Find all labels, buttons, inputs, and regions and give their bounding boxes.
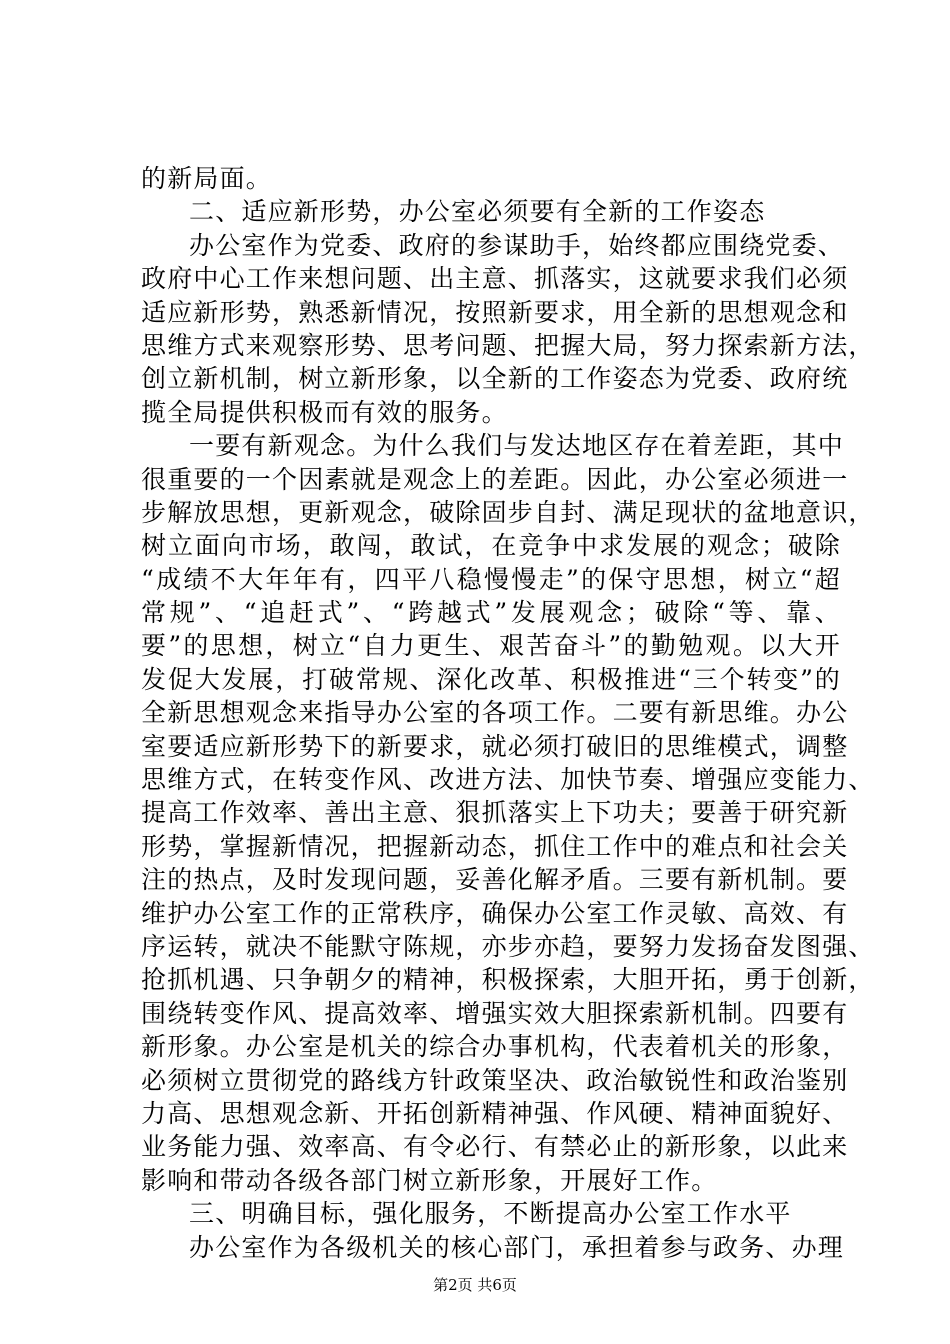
text-line: 抢抓机遇、只争朝夕的精神，积极探索，大胆开拓，勇于创新， (141, 965, 875, 995)
text-line: 全新思想观念来指导办公室的各项工作。二要有新思维。办公 (141, 698, 849, 728)
text-line: 提高工作效率、善出主意、狠抓落实上下功夫；要善于研究新 (141, 798, 849, 828)
text-line: 创立新机制，树立新形象，以全新的工作姿态为党委、政府统 (141, 364, 849, 394)
text-line: 常规”、“追赶式”、“跨越式”发展观念；破除“等、靠、 (141, 598, 841, 628)
text-line: 思维方式，在转变作风、改进方法、加快节奏、增强应变能力、 (141, 765, 875, 795)
text-line: 办公室作为各级机关的核心部门，承担着参与政务、办理 (189, 1232, 845, 1262)
text-line: 形势，掌握新情况，把握新动态，抓住工作中的难点和社会关 (141, 831, 849, 861)
text-line: 序运转，就决不能默守陈规，亦步亦趋，要努力发扬奋发图强、 (141, 931, 875, 961)
text-line: 维护办公室工作的正常秩序，确保办公室工作灵敏、高效、有 (141, 898, 849, 928)
text-line: 思维方式来观察形势、思考问题、把握大局，努力探索新方法， (141, 330, 875, 360)
text-line: 发促大发展，打破常规、深化改革、积极推进“三个转变”的 (141, 664, 841, 694)
text-line: 注的热点，及时发现问题，妥善化解矛盾。三要有新机制。要 (141, 865, 849, 895)
text-line: 新形象。办公室是机关的综合办事机构，代表着机关的形象， (141, 1032, 849, 1062)
text-line: 室要适应新形势下的新要求，就必须打破旧的思维模式，调整 (141, 731, 849, 761)
text-line: 的新局面。 (141, 164, 273, 193)
text-line: 要”的思想，树立“自力更生、艰苦奋斗”的勤勉观。以大开 (141, 631, 841, 661)
document-body (141, 162, 875, 1264)
text-line: 围绕转变作风、提高效率、增强实效大胆探索新机制。四要有 (141, 998, 849, 1028)
text-line: 很重要的一个因素就是观念上的差距。因此，办公室必须进一 (141, 464, 849, 494)
text-line: 必须树立贯彻党的路线方针政策坚决、政治敏锐性和政治鉴别 (141, 1065, 849, 1095)
text-line: 二、适应新形势，办公室必须要有全新的工作姿态 (189, 197, 766, 227)
text-line: 力高、思想观念新、开拓创新精神强、作风硬、精神面貌好、 (141, 1098, 849, 1128)
text-line: 适应新形势，熟悉新情况，按照新要求，用全新的思想观念和 (141, 297, 849, 327)
text-line: 树立面向市场，敢闯，敢试，在竞争中求发展的观念；破除 (141, 531, 841, 561)
page-footer: 第2页 共6页 (433, 1276, 517, 1294)
text-line: 一要有新观念。为什么我们与发达地区存在着差距，其中 (189, 431, 845, 461)
text-line: 业务能力强、效率高、有令必行、有禁必止的新形象，以此来 (141, 1132, 849, 1162)
text-line: 揽全局提供积极而有效的服务。 (141, 397, 508, 427)
text-line: “成绩不大年年有，四平八稳慢慢走”的保守思想，树立“超 (141, 564, 841, 594)
text-line: 三、明确目标，强化服务，不断提高办公室工作水平 (189, 1199, 792, 1229)
text-line: 办公室作为党委、政府的参谋助手，始终都应围绕党委、 (189, 230, 845, 260)
text-line: 影响和带动各级各部门树立新形象，开展好工作。 (141, 1165, 718, 1195)
text-line: 步解放思想，更新观念，破除固步自封、满足现状的盆地意识， (141, 497, 875, 527)
text-line: 政府中心工作来想问题、出主意、抓落实，这就要求我们必须 (141, 264, 849, 294)
